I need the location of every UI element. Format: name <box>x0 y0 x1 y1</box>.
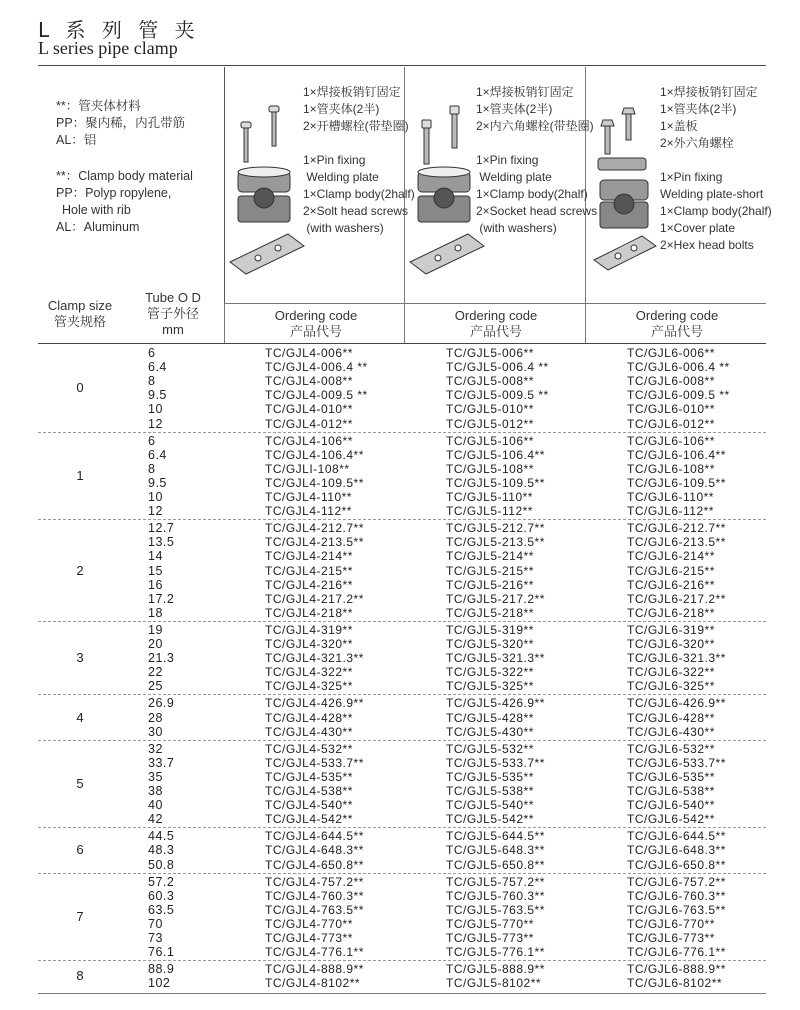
ordering-code-gjl5: TC/GJL5-533.7** <box>446 755 545 770</box>
ordering-code-gjl6: TC/GJL6-533.7** <box>627 755 726 770</box>
tube-od-value: 13.5 <box>148 535 175 550</box>
table-top-rule <box>38 343 766 344</box>
ordering-code-gjl5: TC/GJL5-888.9** <box>446 962 545 977</box>
table-bottom-rule <box>38 993 766 994</box>
tube-od-value: 21.3 <box>148 651 175 666</box>
clamp-socket-screws-image <box>408 100 488 300</box>
tube-od-value: 20 <box>148 637 163 651</box>
ordering-code-gjl6: TC/GJL6-006** <box>627 346 715 360</box>
ordering-code-gjl5: TC/GJL5-322** <box>446 665 534 680</box>
tube-od-value: 18 <box>148 605 163 620</box>
tube-od-unit: mm <box>162 322 184 337</box>
ordering-code-gjl6: TC/GJL6-773** <box>627 931 715 945</box>
ordering-code-gjl5: TC/GJL5-776.1** <box>446 945 545 960</box>
clamp-size-value: 3 <box>76 650 84 666</box>
clamp-size-value: 5 <box>76 776 84 791</box>
ordering-code-gjl6: TC/GJL6-008** <box>627 374 715 389</box>
ordering-code-gjl5: TC/GJL5-540** <box>446 798 534 813</box>
ordering-code-gjl4: TC/GJL4-533.7** <box>265 755 364 770</box>
ordering-code-gjl5: TC/GJL5-763.5** <box>446 902 545 917</box>
ordering-code-gjl6: TC/GJL6-542** <box>627 812 715 827</box>
tube-od-value: 12 <box>148 504 163 519</box>
tube-od-value: 60.3 <box>148 888 175 903</box>
ordering-code-gjl6: TC/GJL6-213.5** <box>627 535 726 550</box>
ordering-code-gjl6: TC/GJL6-009.5 ** <box>627 388 730 403</box>
clamp-size-value: 2 <box>76 562 84 578</box>
ordering-code-header-2 <box>408 308 584 340</box>
ordering-code-gjl4: TC/GJL4-319** <box>265 622 353 637</box>
ordering-code-gjl4: TC/GJL4-773** <box>265 931 353 945</box>
tube-od-header <box>138 290 208 338</box>
group-divider <box>38 827 766 828</box>
column-divider <box>224 67 225 303</box>
ordering-code-gjl4: TC/GJL4-106** <box>265 433 353 448</box>
clamp-size-label-cn: 管夹规格 <box>53 314 106 329</box>
tube-od-value: 73 <box>148 931 163 945</box>
ordering-code-gjl6: TC/GJL6-010** <box>627 402 715 417</box>
ordering-code-gjl5: TC/GJL5-012** <box>446 416 534 431</box>
ordering-code-gjl5: TC/GJL5-538** <box>446 784 534 798</box>
tube-od-value: 15 <box>148 563 163 578</box>
ordering-code-gjl6: TC/GJL6-428** <box>627 710 715 725</box>
ordering-code-gjl4: TC/GJL4-215** <box>265 563 353 578</box>
group-divider <box>38 873 766 874</box>
tube-od-value: 12 <box>148 416 163 431</box>
product-2-description: 1×焊接板销钉固定 1×管夹体(2半) 2×内六角螺栓(带垫圈) 1×Pin fixing Welding plate 1×Clamp body(2half) 2×Socket head screws (with washers) <box>476 85 598 235</box>
column-divider <box>224 303 225 343</box>
tube-od-value: 30 <box>148 724 163 739</box>
ordering-code-label: Ordering code <box>274 308 358 323</box>
ordering-code-gjl4: TC/GJL4-428** <box>265 710 353 725</box>
tube-od-value: 88.9 <box>148 962 175 977</box>
ordering-code-label: Ordering code <box>454 308 538 323</box>
ordering-code-gjl4: TC/GJL4-888.9** <box>265 962 364 977</box>
header-divider <box>224 303 766 304</box>
clamp-size-header <box>40 298 120 330</box>
ordering-code-header-1 <box>228 308 404 340</box>
group-divider <box>38 621 766 622</box>
ordering-code-gjl4: TC/GJL4-217.2** <box>265 591 364 606</box>
tube-od-value: 12.7 <box>148 521 175 536</box>
ordering-code-gjl4: TC/GJL4-540** <box>265 798 353 813</box>
clamp-hex-bolts-image <box>590 100 666 300</box>
tube-od-value: 14 <box>148 549 163 564</box>
page-title-en: L series pipe clamp <box>38 38 178 58</box>
ordering-code-gjl4: TC/GJL4-532** <box>265 741 353 756</box>
ordering-code-gjl4: TC/GJL4-213.5** <box>265 535 364 550</box>
ordering-code-gjl6: TC/GJL6-770** <box>627 916 715 931</box>
ordering-code-gjl6: TC/GJL6-110** <box>627 490 714 504</box>
tube-od-value: 17.2 <box>148 591 175 606</box>
tube-od-value: 26.9 <box>148 696 175 711</box>
ordering-code-gjl6: TC/GJL6-320** <box>627 637 715 651</box>
clamp-size-value: 7 <box>76 908 84 924</box>
ordering-code-gjl4: TC/GJL4-009.5 ** <box>265 388 368 403</box>
ordering-code-gjl6: TC/GJL6-215** <box>627 563 715 578</box>
ordering-code-gjl5: TC/GJL5-773** <box>446 931 534 945</box>
ordering-code-gjl4: TC/GJL4-106.4** <box>265 447 364 462</box>
clamp-size-value: 8 <box>76 968 84 984</box>
ordering-code-gjl4: TC/GJL4-8102** <box>265 976 361 991</box>
ordering-code-gjl4: TC/GJL4-650.8** <box>265 857 364 872</box>
tube-od-value: 70 <box>148 916 163 931</box>
ordering-code-gjl6: TC/GJL6-644.5** <box>627 829 726 844</box>
ordering-code-gjl5: TC/GJL5-319** <box>446 622 534 637</box>
ordering-code-gjl5: TC/GJL5-532** <box>446 741 534 756</box>
ordering-code-label: Ordering code <box>635 308 719 323</box>
ordering-code-gjl6: TC/GJL6-006.4 ** <box>627 360 730 375</box>
ordering-code-label-cn: 产品代号 <box>289 324 342 339</box>
ordering-code-label-cn: 产品代号 <box>650 324 703 339</box>
ordering-code-gjl4: TC/GJL4-757.2** <box>265 874 364 889</box>
tube-od-value: 10 <box>148 402 163 417</box>
column-divider <box>404 303 405 343</box>
group-divider <box>38 740 766 741</box>
ordering-code-gjl4: TC/GJL4-212.7** <box>265 521 364 536</box>
tube-od-value: 57.2 <box>148 874 175 889</box>
ordering-code-label-cn: 产品代号 <box>469 324 522 339</box>
column-divider <box>585 303 586 343</box>
tube-od-value: 63.5 <box>148 902 175 917</box>
ordering-code-gjl6: TC/GJL6-212.7** <box>627 521 726 536</box>
tube-od-value: 28 <box>148 710 163 725</box>
tube-od-value: 35 <box>148 769 163 784</box>
legend-cn-line: PP：聚内稀，内孔带筋 <box>56 116 186 130</box>
ordering-code-gjl6: TC/GJL6-888.9** <box>627 962 726 977</box>
tube-od-value: 8 <box>148 374 156 389</box>
tube-od-value: 38 <box>148 784 163 798</box>
ordering-code-gjl6: TC/GJL6-540** <box>627 798 715 813</box>
ordering-code-gjl4: TC/GJLI-108** <box>265 461 350 476</box>
ordering-code-gjl5: TC/GJL5-106.4** <box>446 447 545 462</box>
ordering-code-gjl6: TC/GJL6-532** <box>627 741 715 756</box>
product-1-description: 1×焊接板销钉固定 1×管夹体(2半) 2×开槽螺栓(带垫圈) 1×Pin fixing Welding plate 1×Clamp body(2half) 2×Solt head screws (with washers) <box>303 85 415 235</box>
ordering-code-gjl6: TC/GJL6-012** <box>627 416 715 431</box>
group-divider <box>38 519 766 520</box>
ordering-code-gjl6: TC/GJL6-8102** <box>627 976 723 991</box>
ordering-code-gjl5: TC/GJL5-760.3** <box>446 888 545 903</box>
ordering-code-gjl5: TC/GJL5-535** <box>446 769 534 784</box>
ordering-code-gjl6: TC/GJL6-214** <box>627 549 715 564</box>
tube-od-value: 8 <box>148 461 156 476</box>
tube-od-value: 40 <box>148 798 163 813</box>
ordering-code-gjl6: TC/GJL6-106** <box>627 433 715 448</box>
ordering-code-gjl5: TC/GJL5-325** <box>446 679 534 694</box>
ordering-code-gjl5: TC/GJL5-644.5** <box>446 829 545 844</box>
ordering-code-gjl6: TC/GJL6-109.5** <box>627 475 726 490</box>
ordering-code-gjl4: TC/GJL4-535** <box>265 769 353 784</box>
ordering-code-gjl4: TC/GJL4-320** <box>265 637 353 651</box>
ordering-code-gjl4: TC/GJL4-776.1** <box>265 945 364 960</box>
ordering-code-header-3 <box>588 308 766 340</box>
group-divider <box>38 960 766 961</box>
ordering-code-gjl5: TC/GJL5-108** <box>446 461 534 476</box>
tube-od-value: 6.4 <box>148 447 167 462</box>
ordering-code-gjl4: TC/GJL4-010** <box>265 402 353 417</box>
clamp-size-value: 0 <box>76 380 84 396</box>
ordering-code-gjl4: TC/GJL4-760.3** <box>265 888 364 903</box>
ordering-code-gjl4: TC/GJL4-006** <box>265 346 353 360</box>
ordering-code-gjl6: TC/GJL6-760.3** <box>627 888 726 903</box>
ordering-code-gjl4: TC/GJL4-770** <box>265 916 353 931</box>
ordering-code-gjl5: TC/GJL5-770** <box>446 916 534 931</box>
legend-cn-line: AL：铝 <box>56 133 97 147</box>
ordering-code-gjl5: TC/GJL5-217.2** <box>446 591 545 606</box>
ordering-code-gjl5: TC/GJL5-8102** <box>446 976 542 991</box>
ordering-code-gjl5: TC/GJL5-009.5 ** <box>446 388 549 403</box>
ordering-code-gjl4: TC/GJL4-008** <box>265 374 353 389</box>
ordering-code-gjl5: TC/GJL5-008** <box>446 374 534 389</box>
ordering-code-gjl4: TC/GJL4-214** <box>265 549 353 564</box>
ordering-code-gjl6: TC/GJL6-322** <box>627 665 715 680</box>
tube-od-value: 9.5 <box>148 475 167 490</box>
clamp-size-label: Clamp size <box>47 298 113 313</box>
ordering-code-gjl5: TC/GJL5-212.7** <box>446 521 545 536</box>
ordering-code-gjl4: TC/GJL4-644.5** <box>265 829 364 844</box>
ordering-code-gjl5: TC/GJL5-216** <box>446 577 534 592</box>
tube-od-value: 50.8 <box>148 857 175 872</box>
ordering-code-gjl4: TC/GJL4-542** <box>265 812 353 827</box>
ordering-code-gjl5: TC/GJL5-430** <box>446 724 534 739</box>
ordering-code-gjl4: TC/GJL4-109.5** <box>265 475 364 490</box>
ordering-code-gjl6: TC/GJL6-538** <box>627 784 715 798</box>
ordering-code-gjl6: TC/GJL6-112** <box>627 504 714 519</box>
ordering-code-gjl5: TC/GJL5-006.4 ** <box>446 360 549 375</box>
ordering-code-gjl5: TC/GJL5-426.9** <box>446 696 545 711</box>
tube-od-value: 6 <box>148 433 156 448</box>
ordering-code-gjl4: TC/GJL4-006.4 ** <box>265 360 368 375</box>
ordering-code-gjl5: TC/GJL5-542** <box>446 812 534 827</box>
ordering-code-gjl4: TC/GJL4-012** <box>265 416 353 431</box>
ordering-code-gjl6: TC/GJL6-218** <box>627 605 715 620</box>
ordering-code-gjl5: TC/GJL5-109.5** <box>446 475 545 490</box>
ordering-code-gjl5: TC/GJL5-213.5** <box>446 535 545 550</box>
tube-od-value: 25 <box>148 679 163 694</box>
ordering-code-gjl6: TC/GJL6-217.2** <box>627 591 726 606</box>
ordering-code-gjl4: TC/GJL4-430** <box>265 724 353 739</box>
ordering-code-gjl4: TC/GJL4-216** <box>265 577 353 592</box>
page-title-cn: L 系 列 管 夹 <box>38 18 200 42</box>
ordering-code-gjl5: TC/GJL5-757.2** <box>446 874 545 889</box>
tube-od-value: 102 <box>148 976 171 991</box>
ordering-code-gjl4: TC/GJL4-218** <box>265 605 353 620</box>
group-divider <box>38 694 766 695</box>
ordering-code-gjl5: TC/GJL5-650.8** <box>446 857 545 872</box>
ordering-code-gjl6: TC/GJL6-776.1** <box>627 945 726 960</box>
clamp-size-value: 1 <box>76 467 84 483</box>
material-legend <box>56 98 193 236</box>
tube-od-value: 22 <box>148 665 163 680</box>
legend-en-line: **：Clamp body material <box>56 169 193 183</box>
ordering-code-gjl4: TC/GJL4-110** <box>265 490 352 504</box>
tube-od-value: 19 <box>148 622 163 637</box>
legend-en-line: Hole with rib <box>62 203 131 217</box>
tube-od-value: 42 <box>148 812 163 827</box>
ordering-code-gjl5: TC/GJL5-106** <box>446 433 534 448</box>
ordering-code-gjl5: TC/GJL5-321.3** <box>446 651 545 666</box>
tube-od-value: 33.7 <box>148 755 175 770</box>
tube-od-label: Tube O D <box>145 290 201 305</box>
ordering-code-gjl6: TC/GJL6-108** <box>627 461 715 476</box>
tube-od-value: 6.4 <box>148 360 167 375</box>
ordering-code-gjl5: TC/GJL5-218** <box>446 605 534 620</box>
ordering-code-gjl4: TC/GJL4-112** <box>265 504 352 519</box>
ordering-code-gjl5: TC/GJL5-214** <box>446 549 534 564</box>
ordering-code-gjl6: TC/GJL6-216** <box>627 577 715 592</box>
tube-od-value: 10 <box>148 490 163 504</box>
tube-od-label-cn: 管子外径 <box>146 306 199 321</box>
tube-od-value: 44.5 <box>148 829 175 844</box>
group-divider <box>38 432 766 433</box>
ordering-code-gjl6: TC/GJL6-106.4** <box>627 447 726 462</box>
ordering-code-gjl6: TC/GJL6-763.5** <box>627 902 726 917</box>
ordering-code-gjl6: TC/GJL6-325** <box>627 679 715 694</box>
ordering-code-gjl4: TC/GJL4-322** <box>265 665 353 680</box>
ordering-code-gjl4: TC/GJL4-426.9** <box>265 696 364 711</box>
ordering-code-gjl4: TC/GJL4-325** <box>265 679 353 694</box>
ordering-code-gjl5: TC/GJL5-648.3** <box>446 843 545 858</box>
ordering-code-gjl6: TC/GJL6-319** <box>627 622 715 637</box>
ordering-code-gjl6: TC/GJL6-430** <box>627 724 715 739</box>
tube-od-value: 76.1 <box>148 945 175 960</box>
title-divider <box>38 65 766 66</box>
ordering-code-gjl6: TC/GJL6-650.8** <box>627 857 726 872</box>
ordering-code-gjl6: TC/GJL6-426.9** <box>627 696 726 711</box>
ordering-code-gjl5: TC/GJL5-428** <box>446 710 534 725</box>
ordering-code-gjl5: TC/GJL5-006** <box>446 346 534 360</box>
tube-od-value: 48.3 <box>148 843 175 858</box>
ordering-code-gjl5: TC/GJL5-320** <box>446 637 534 651</box>
ordering-code-gjl4: TC/GJL4-538** <box>265 784 353 798</box>
ordering-code-gjl6: TC/GJL6-757.2** <box>627 874 726 889</box>
ordering-code-gjl5: TC/GJL5-110** <box>446 490 533 504</box>
clamp-size-value: 4 <box>76 709 84 725</box>
ordering-code-gjl4: TC/GJL4-763.5** <box>265 902 364 917</box>
ordering-code-gjl5: TC/GJL5-010** <box>446 402 534 417</box>
tube-od-value: 9.5 <box>148 388 167 403</box>
ordering-code-gjl5: TC/GJL5-215** <box>446 563 534 578</box>
tube-od-value: 6 <box>148 346 156 360</box>
clamp-slotted-screws-image <box>228 100 308 300</box>
ordering-code-gjl4: TC/GJL4-648.3** <box>265 843 364 858</box>
ordering-code-gjl6: TC/GJL6-648.3** <box>627 843 726 858</box>
ordering-code-gjl6: TC/GJL6-535** <box>627 769 715 784</box>
clamp-size-value: 6 <box>76 842 84 858</box>
product-3-description: 1×焊接板销钉固定 1×管夹体(2半) 1×盖板 2×外六角螺栓 1×Pin fixing Welding plate-short 1×Clamp body(2half) 1×Cover plate 2×Hex head bolts <box>660 85 772 252</box>
tube-od-value: 32 <box>148 741 163 756</box>
legend-en-line: PP：Polyp ropylene, <box>56 186 172 200</box>
ordering-code-gjl5: TC/GJL5-112** <box>446 504 533 519</box>
legend-en-line: AL：Aluminum <box>56 220 140 234</box>
ordering-code-gjl6: TC/GJL6-321.3** <box>627 651 726 666</box>
tube-od-value: 16 <box>148 577 163 592</box>
legend-cn-line: **：管夹体材料 <box>56 99 141 113</box>
ordering-code-gjl4: TC/GJL4-321.3** <box>265 651 364 666</box>
